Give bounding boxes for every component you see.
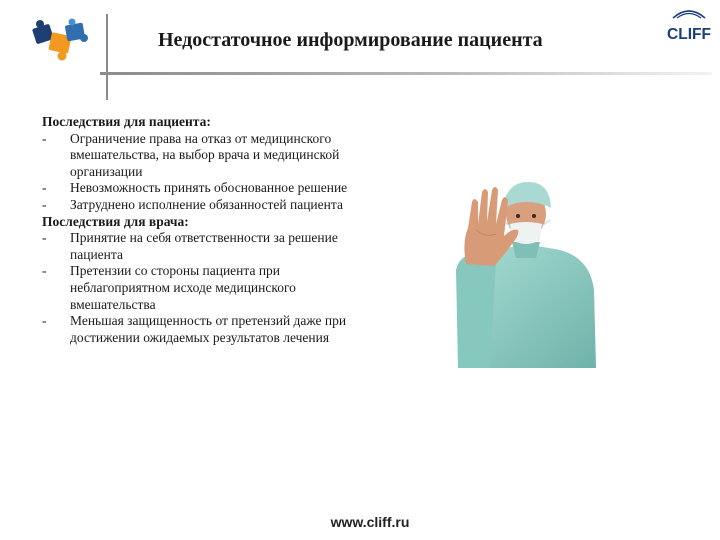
list-item-text: Принятие на себя ответственности за решение пациента bbox=[70, 230, 338, 262]
list-item-text: Затруднено исполнение обязанностей пациента bbox=[70, 196, 343, 212]
footer-url[interactable]: www.cliff.ru bbox=[330, 514, 410, 530]
bullet-dash: - bbox=[42, 180, 47, 196]
doctor-consequences-section bbox=[42, 214, 362, 347]
bullet-dash: - bbox=[42, 263, 47, 279]
logo-text: CLIFF bbox=[667, 26, 712, 43]
patient-section-heading: Последствия для пациента: bbox=[42, 114, 211, 129]
list-item-text: Невозможность принять обоснованное решение bbox=[70, 180, 348, 196]
header-vertical-rule bbox=[106, 14, 108, 100]
list-item-text: Претензии со стороны пациента при неблагоприятном исходе медицинского вмешательства bbox=[70, 263, 296, 312]
bullet-dash: - bbox=[42, 313, 47, 329]
list-item bbox=[42, 263, 362, 313]
patient-consequences-section bbox=[42, 114, 362, 214]
list-item bbox=[42, 230, 362, 263]
doctor-section-heading: Последствия для врача: bbox=[42, 213, 189, 229]
bullet-dash: - bbox=[42, 130, 47, 146]
doctor-stop-hand-image bbox=[456, 172, 596, 368]
list-item bbox=[42, 131, 362, 181]
bullet-dash: - bbox=[42, 230, 47, 246]
bullet-dash: - bbox=[42, 196, 47, 212]
list-item bbox=[42, 313, 362, 346]
puzzle-logo-icon bbox=[32, 16, 92, 66]
list-item-text: Меньшая защищенность от претензий даже при достижении ожидаемых результатов лечения bbox=[70, 313, 347, 345]
list-item bbox=[42, 180, 362, 197]
slide-title: Недостаточное информирование пациента bbox=[158, 29, 543, 51]
header-horizontal-rule bbox=[100, 72, 712, 75]
puzzle-piece-blue bbox=[65, 19, 88, 43]
list-item-text: Ограничение права на отказ от медицинского вмешательства, на выбор врача и медицинской организации bbox=[70, 130, 340, 179]
list-item bbox=[42, 197, 362, 214]
cliff-logo-icon bbox=[665, 6, 713, 44]
consequences-list bbox=[42, 114, 362, 346]
